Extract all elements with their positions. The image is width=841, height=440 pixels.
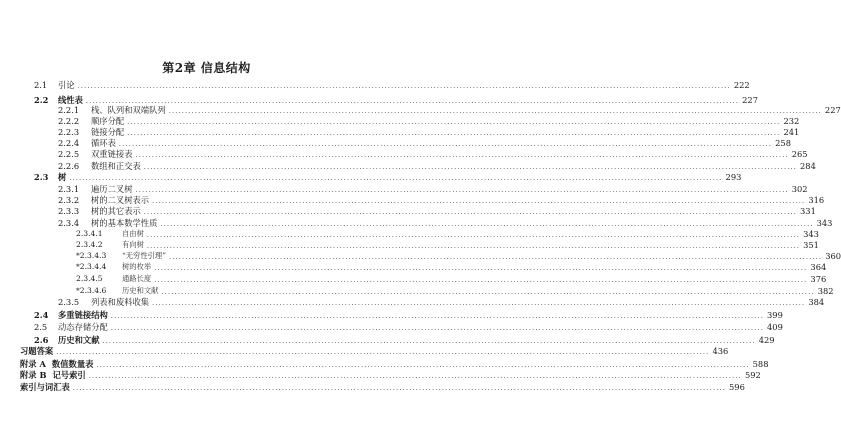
toc-entry (0, 346, 729, 356)
toc-dot-leader: ........................................................................................................................................................................................................ (56, 348, 710, 356)
toc-entry-title: 树的基本数学性质 (91, 218, 158, 228)
toc-entry-number: 2.3.4.1 (76, 229, 103, 238)
toc-entry-number: 2.3.4.5 (76, 274, 103, 283)
toc-entry (0, 161, 816, 171)
toc-dot-leader: ........................................................................................................................................................................................................ (154, 264, 808, 272)
toc-entry-number: 2.3.5 (58, 297, 80, 307)
toc-entry-number: 2.6 (34, 335, 49, 345)
toc-entry-title: 列表和废料收集 (91, 297, 150, 307)
toc-entry (0, 95, 758, 105)
toc-dot-leader: ........................................................................................................................................................................................................ (146, 242, 801, 250)
toc-entry (0, 105, 841, 115)
toc-entry-title: 通路长度 (122, 274, 152, 283)
toc-entry (0, 206, 816, 216)
toc-dot-leader: ........................................................................................................................................................................................................ (146, 231, 801, 239)
toc-entry (0, 370, 761, 380)
toc-dot-leader: ........................................................................................................................................................................................................ (143, 208, 798, 216)
toc-entry-page: 429 (758, 335, 775, 345)
toc-entry-title: 索引与词汇表 (20, 382, 70, 392)
toc-dot-leader: ........................................................................................................................................................................................................ (127, 129, 781, 137)
toc-entry-page: 384 (808, 297, 825, 307)
toc-entry-number: 2.2.2 (58, 116, 80, 126)
toc-entry-page: 302 (791, 184, 808, 194)
toc-entry-title: 引论 (58, 80, 75, 90)
toc-entry (0, 297, 825, 307)
toc-entry-title: 历史和文献 (58, 335, 100, 345)
toc-entry-title: 树的其它表示 (91, 206, 141, 216)
toc-entry (0, 335, 775, 345)
toc-dot-leader: ........................................................................................................................................................................................................ (161, 288, 815, 296)
toc-dot-leader: ........................................................................................................................................................................................................ (127, 118, 781, 126)
toc-entry-title: 数组和正交表 (91, 161, 141, 171)
toc-entry-number: 2.1 (34, 80, 48, 90)
toc-entry-page: 588 (752, 359, 769, 369)
toc-entry-page: 258 (775, 138, 791, 148)
toc-entry-page: 227 (824, 105, 841, 115)
toc-entry-number: 2.2.1 (58, 105, 80, 115)
toc-entry-page: 331 (800, 206, 816, 216)
toc-entry-page: 343 (803, 229, 819, 239)
toc-entry (0, 80, 750, 90)
toc-entry (0, 286, 834, 296)
toc-dot-leader: ........................................................................................................................................................................................................ (152, 197, 806, 205)
toc-entry-number: 2.4 (34, 310, 49, 320)
toc-entry (0, 229, 819, 239)
toc-entry-title: 双重链接表 (91, 149, 133, 159)
toc-entry-title: 记号索引 (52, 370, 86, 380)
toc-entry (0, 149, 808, 159)
toc-entry-title: 顺序分配 (91, 116, 125, 126)
toc-entry-number: 附录 B (20, 370, 47, 380)
toc-entry-title: “无穷性引理” (122, 251, 166, 260)
toc-entry-page: 436 (712, 346, 729, 356)
toc-entry-page: 227 (742, 95, 758, 105)
toc-dot-leader: ........................................................................................................................................................................................................ (143, 163, 798, 171)
toc-entry-number: 2.2 (34, 95, 49, 105)
toc-entry-page: 343 (816, 218, 833, 228)
toc-dot-leader: ........................................................................................................................................................................................................ (168, 107, 822, 115)
toc-entry-page: 382 (817, 286, 834, 296)
toc-entry-number: 2.3.4 (58, 218, 80, 228)
toc-entry-page: 399 (767, 310, 783, 320)
toc-entry-number: *2.3.4.3 (76, 251, 107, 260)
toc-entry-page: 316 (808, 195, 825, 205)
toc-dot-leader: ........................................................................................................................................................................................................ (154, 276, 808, 284)
toc-dot-leader: ........................................................................................................................................................................................................ (160, 220, 814, 228)
toc-entry-title: 线性表 (58, 95, 83, 105)
toc-entry-page: 284 (800, 161, 816, 171)
toc-entry-page: 360 (825, 251, 841, 261)
toc-entry-page: 592 (744, 370, 761, 380)
toc-entry-page: 265 (791, 149, 808, 159)
toc-entry-page: 376 (810, 274, 827, 284)
toc-entry-title: 有向树 (122, 240, 144, 249)
toc-entry (0, 184, 808, 194)
toc-dot-leader: ........................................................................................................................................................................................................ (102, 337, 756, 345)
toc-entry-number: *2.3.4.6 (76, 286, 107, 295)
toc-dot-leader: ........................................................................................................................................................................................................ (118, 140, 773, 148)
toc-entry-number: 2.2.3 (58, 127, 80, 137)
toc-entry (0, 262, 827, 272)
toc-dot-leader: ........................................................................................................................................................................................................ (96, 361, 750, 369)
toc-entry-page: 351 (803, 240, 819, 250)
toc-entry-title: 栈、队列和双端队列 (91, 105, 166, 115)
toc-entry-number: 2.2.6 (58, 161, 80, 171)
toc-entry-title: 循环表 (91, 138, 116, 148)
toc-entry-number: 2.2.5 (58, 149, 80, 159)
chapter-title: 第2章 信息结构 (162, 61, 251, 75)
toc-entry-page: 293 (725, 172, 742, 182)
toc-entry-page: 596 (729, 382, 745, 392)
toc-entry-title: 动态存储分配 (58, 322, 108, 332)
toc-entry-number: 2.3.4.2 (76, 240, 103, 249)
toc-entry-title: 树的二叉树表示 (91, 195, 150, 205)
toc-dot-leader: ........................................................................................................................................................................................................ (110, 324, 765, 332)
toc-dot-leader: ........................................................................................................................................................................................................ (88, 372, 742, 380)
toc-entry-number: 2.3.1 (58, 184, 80, 194)
toc-entry-number: 2.3.3 (58, 206, 80, 216)
toc-entry-title: 数值数量表 (51, 359, 94, 369)
toc-entry-number: 2.5 (34, 322, 48, 332)
toc-entry-page: 364 (810, 262, 827, 272)
toc-dot-leader: ........................................................................................................................................................................................................ (135, 186, 789, 194)
toc-entry (0, 218, 833, 228)
toc-entry (0, 251, 841, 261)
toc-entry-number: *2.3.4.4 (76, 262, 107, 271)
toc-entry (0, 116, 800, 126)
toc-entry-number: 2.3.2 (58, 195, 80, 205)
toc-entry (0, 359, 769, 369)
toc-entry (0, 240, 819, 250)
toc-dot-leader: ........................................................................................................................................................................................................ (85, 97, 740, 105)
toc-dot-leader: ........................................................................................................................................................................................................ (72, 384, 727, 392)
toc-dot-leader: ........................................................................................................................................................................................................ (69, 174, 723, 182)
toc-entry (0, 127, 800, 137)
toc-entry (0, 310, 783, 320)
toc-entry-title: 链接分配 (91, 127, 125, 137)
toc-entry-title: 自由树 (122, 229, 144, 238)
toc-entry (0, 172, 742, 182)
toc-entry-page: 232 (783, 116, 800, 126)
toc-entry-page: 409 (767, 322, 783, 332)
toc-entry-number: 2.2.4 (58, 138, 80, 148)
toc-dot-leader: ........................................................................................................................................................................................................ (168, 253, 823, 261)
toc-dot-leader: ........................................................................................................................................................................................................ (77, 82, 731, 90)
toc-entry (0, 382, 745, 392)
toc-entry-title: 多重链接结构 (58, 310, 108, 320)
toc-entry (0, 138, 791, 148)
toc-dot-leader: ........................................................................................................................................................................................................ (135, 151, 789, 159)
toc-entry-page: 222 (733, 80, 750, 90)
toc-entry-title: 历史和文献 (122, 286, 159, 295)
toc-entry-page: 241 (783, 127, 800, 137)
toc-entry (0, 274, 827, 284)
toc-dot-leader: ........................................................................................................................................................................................................ (152, 299, 806, 307)
toc-dot-leader: ........................................................................................................................................................................................................ (110, 312, 765, 320)
toc-entry (0, 195, 825, 205)
toc-entry-title: 习题答案 (20, 346, 54, 356)
toc-entry (0, 322, 783, 332)
toc-entry-title: 树 (58, 172, 67, 182)
toc-entry-title: 树的枚举 (122, 262, 152, 271)
toc-entry-title: 遍历二叉树 (91, 184, 133, 194)
toc-entry-number: 2.3 (34, 172, 49, 182)
toc-entry-number: 附录 A (20, 359, 46, 369)
